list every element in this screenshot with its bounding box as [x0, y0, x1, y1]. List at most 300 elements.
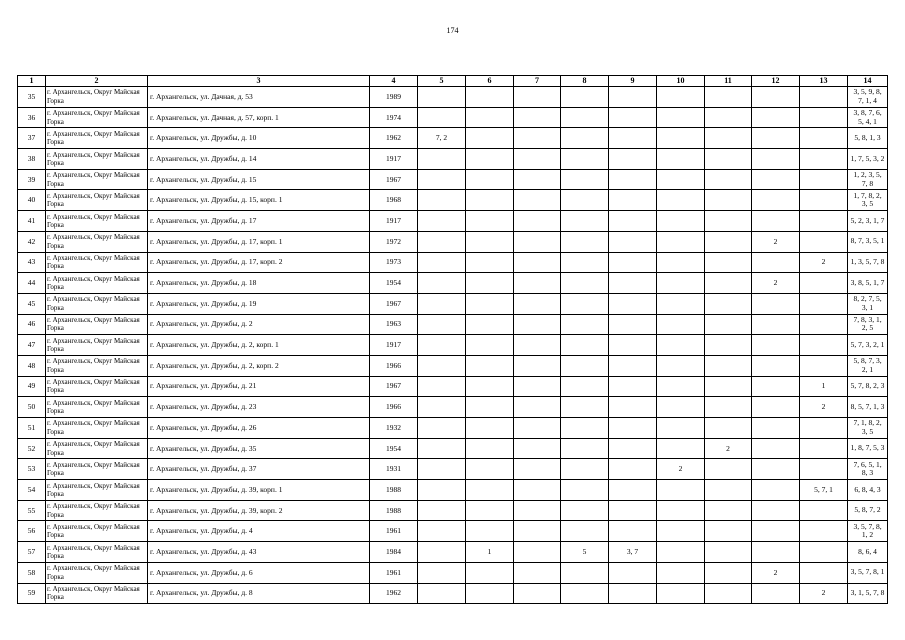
- col5-cell: [418, 107, 466, 128]
- row-number-cell: 43: [18, 252, 46, 273]
- codes-cell: 5, 7, 3, 2, 1: [848, 335, 888, 356]
- col10-cell: [657, 438, 705, 459]
- col10-cell: [657, 562, 705, 583]
- district-cell: г. Архангельск, Округ Майская Горка: [46, 107, 148, 128]
- address-cell: г. Архангельск, ул. Дружбы, д. 21: [148, 376, 370, 397]
- col7-cell: [514, 231, 561, 252]
- col12-cell: [752, 480, 800, 501]
- year-cell: 1962: [370, 583, 418, 604]
- table-body: [18, 87, 888, 604]
- table-row: [18, 500, 888, 521]
- col8-cell: [561, 190, 609, 211]
- address-cell: г. Архангельск, ул. Дружбы, д. 23: [148, 397, 370, 418]
- col6-cell: [466, 211, 514, 232]
- row-number-cell: 57: [18, 542, 46, 563]
- col6-cell: [466, 149, 514, 170]
- col13-cell: [800, 335, 848, 356]
- col8-cell: [561, 521, 609, 542]
- col7-cell: [514, 376, 561, 397]
- codes-cell: 5, 2, 3, 1, 7: [848, 211, 888, 232]
- col9-cell: [609, 500, 657, 521]
- col6-cell: [466, 314, 514, 335]
- table-row: [18, 397, 888, 418]
- col6-cell: [466, 480, 514, 501]
- col8-cell: [561, 355, 609, 376]
- col6-cell: [466, 583, 514, 604]
- col8-cell: 5: [561, 542, 609, 563]
- col7-cell: [514, 87, 561, 108]
- col7-cell: [514, 190, 561, 211]
- table-row: [18, 459, 888, 480]
- table-header: [18, 76, 888, 87]
- col12-cell: [752, 438, 800, 459]
- district-cell: г. Архангельск, Округ Майская Горка: [46, 397, 148, 418]
- col10-cell: [657, 169, 705, 190]
- codes-cell: 8, 2, 7, 5, 3, 1: [848, 293, 888, 314]
- col9-cell: [609, 438, 657, 459]
- col12-cell: [752, 314, 800, 335]
- row-number-cell: 58: [18, 562, 46, 583]
- col12-cell: [752, 149, 800, 170]
- col8-cell: [561, 418, 609, 439]
- col9-cell: [609, 355, 657, 376]
- district-cell: г. Архангельск, Округ Майская Горка: [46, 293, 148, 314]
- col6-cell: [466, 397, 514, 418]
- col8-cell: [561, 107, 609, 128]
- address-cell: г. Архангельск, ул. Дружбы, д. 17, корп. 1: [148, 231, 370, 252]
- col13-cell: [800, 355, 848, 376]
- year-cell: 1932: [370, 418, 418, 439]
- codes-cell: 3, 5, 7, 8, 1: [848, 562, 888, 583]
- page-number: 174: [446, 26, 459, 35]
- district-cell: г. Архангельск, Округ Майская Горка: [46, 583, 148, 604]
- col10-cell: [657, 418, 705, 439]
- col7-cell: [514, 438, 561, 459]
- district-cell: г. Архангельск, Округ Майская Горка: [46, 169, 148, 190]
- year-cell: 1966: [370, 397, 418, 418]
- col5-cell: [418, 500, 466, 521]
- row-number-cell: 39: [18, 169, 46, 190]
- col13-cell: [800, 314, 848, 335]
- col9-cell: [609, 87, 657, 108]
- column-header-14: 14: [848, 76, 888, 87]
- col11-cell: [705, 583, 752, 604]
- year-cell: 1973: [370, 252, 418, 273]
- district-cell: г. Архангельск, Округ Майская Горка: [46, 335, 148, 356]
- col10-cell: [657, 273, 705, 294]
- col5-cell: [418, 521, 466, 542]
- col7-cell: [514, 521, 561, 542]
- col9-cell: [609, 314, 657, 335]
- col5-cell: [418, 314, 466, 335]
- codes-cell: 1, 8, 7, 5, 3: [848, 438, 888, 459]
- col12-cell: 2: [752, 273, 800, 294]
- column-header-11: 11: [705, 76, 752, 87]
- col10-cell: [657, 480, 705, 501]
- col7-cell: [514, 583, 561, 604]
- table-row: [18, 542, 888, 563]
- col8-cell: [561, 149, 609, 170]
- district-cell: г. Архангельск, Округ Майская Горка: [46, 500, 148, 521]
- codes-cell: 5, 8, 1, 3: [848, 128, 888, 149]
- col11-cell: [705, 355, 752, 376]
- row-number-cell: 44: [18, 273, 46, 294]
- col11-cell: [705, 521, 752, 542]
- col12-cell: [752, 521, 800, 542]
- col11-cell: [705, 169, 752, 190]
- row-number-cell: 46: [18, 314, 46, 335]
- col9-cell: [609, 273, 657, 294]
- codes-cell: 3, 5, 9, 8, 7, 1, 4: [848, 87, 888, 108]
- codes-cell: 1, 3, 5, 7, 8: [848, 252, 888, 273]
- col8-cell: [561, 231, 609, 252]
- codes-cell: 3, 8, 5, 1, 7: [848, 273, 888, 294]
- col13-cell: [800, 107, 848, 128]
- year-cell: 1917: [370, 335, 418, 356]
- address-cell: г. Архангельск, ул. Дачная, д. 53: [148, 87, 370, 108]
- col6-cell: [466, 231, 514, 252]
- codes-cell: 1, 7, 8, 2, 3, 5: [848, 190, 888, 211]
- column-header-8: 8: [561, 76, 609, 87]
- codes-cell: 5, 8, 7, 2: [848, 500, 888, 521]
- col12-cell: [752, 397, 800, 418]
- col6-cell: [466, 169, 514, 190]
- district-cell: г. Архангельск, Округ Майская Горка: [46, 521, 148, 542]
- row-number-cell: 54: [18, 480, 46, 501]
- district-cell: г. Архангельск, Округ Майская Горка: [46, 480, 148, 501]
- col6-cell: [466, 459, 514, 480]
- col5-cell: [418, 355, 466, 376]
- row-number-cell: 42: [18, 231, 46, 252]
- district-cell: г. Архангельск, Округ Майская Горка: [46, 87, 148, 108]
- col12-cell: [752, 169, 800, 190]
- col6-cell: [466, 335, 514, 356]
- col10-cell: [657, 211, 705, 232]
- codes-cell: 8, 6, 4: [848, 542, 888, 563]
- row-number-cell: 50: [18, 397, 46, 418]
- col6-cell: [466, 252, 514, 273]
- col9-cell: [609, 211, 657, 232]
- address-cell: г. Архангельск, ул. Дружбы, д. 15, корп. 1: [148, 190, 370, 211]
- col12-cell: [752, 128, 800, 149]
- district-cell: г. Архангельск, Округ Майская Горка: [46, 190, 148, 211]
- column-header-7: 7: [514, 76, 561, 87]
- col8-cell: [561, 562, 609, 583]
- address-cell: г. Архангельск, ул. Дружбы, д. 15: [148, 169, 370, 190]
- col5-cell: [418, 231, 466, 252]
- col5-cell: [418, 211, 466, 232]
- col13-cell: [800, 273, 848, 294]
- col5-cell: [418, 459, 466, 480]
- column-header-9: 9: [609, 76, 657, 87]
- col9-cell: [609, 231, 657, 252]
- column-header-12: 12: [752, 76, 800, 87]
- col7-cell: [514, 314, 561, 335]
- col5-cell: [418, 542, 466, 563]
- col7-cell: [514, 480, 561, 501]
- table-row: [18, 438, 888, 459]
- col7-cell: [514, 169, 561, 190]
- col11-cell: [705, 252, 752, 273]
- table-row: [18, 335, 888, 356]
- col12-cell: [752, 211, 800, 232]
- col8-cell: [561, 376, 609, 397]
- table-row: [18, 480, 888, 501]
- col11-cell: [705, 376, 752, 397]
- col6-cell: [466, 128, 514, 149]
- column-header-3: 3: [148, 76, 370, 87]
- row-number-cell: 37: [18, 128, 46, 149]
- address-cell: г. Архангельск, ул. Дружбы, д. 17, корп. 2: [148, 252, 370, 273]
- row-number-cell: 45: [18, 293, 46, 314]
- col13-cell: [800, 521, 848, 542]
- col5-cell: [418, 273, 466, 294]
- codes-cell: 3, 1, 5, 7, 8: [848, 583, 888, 604]
- district-cell: г. Архангельск, Округ Майская Горка: [46, 273, 148, 294]
- year-cell: 1988: [370, 500, 418, 521]
- codes-cell: 7, 6, 5, 1, 8, 3: [848, 459, 888, 480]
- table-row: [18, 107, 888, 128]
- district-cell: г. Архангельск, Округ Майская Горка: [46, 211, 148, 232]
- col8-cell: [561, 87, 609, 108]
- column-header-13: 13: [800, 76, 848, 87]
- col10-cell: [657, 397, 705, 418]
- col11-cell: [705, 418, 752, 439]
- col9-cell: [609, 376, 657, 397]
- address-cell: г. Архангельск, ул. Дружбы, д. 39, корп. 2: [148, 500, 370, 521]
- col11-cell: [705, 190, 752, 211]
- col5-cell: [418, 438, 466, 459]
- col8-cell: [561, 397, 609, 418]
- col8-cell: [561, 459, 609, 480]
- col10-cell: [657, 583, 705, 604]
- year-cell: 1974: [370, 107, 418, 128]
- codes-cell: 3, 5, 7, 8, 1, 2: [848, 521, 888, 542]
- year-cell: 1917: [370, 211, 418, 232]
- col5-cell: [418, 190, 466, 211]
- col12-cell: 2: [752, 562, 800, 583]
- year-cell: 1954: [370, 438, 418, 459]
- address-cell: г. Архангельск, ул. Дружбы, д. 17: [148, 211, 370, 232]
- col12-cell: [752, 376, 800, 397]
- district-cell: г. Архангельск, Округ Майская Горка: [46, 149, 148, 170]
- row-number-cell: 35: [18, 87, 46, 108]
- year-cell: 1954: [370, 273, 418, 294]
- row-number-cell: 53: [18, 459, 46, 480]
- col13-cell: [800, 231, 848, 252]
- column-header-4: 4: [370, 76, 418, 87]
- address-cell: г. Архангельск, ул. Дружбы, д. 19: [148, 293, 370, 314]
- table-row: [18, 128, 888, 149]
- codes-cell: 8, 5, 7, 1, 3: [848, 397, 888, 418]
- codes-cell: 7, 8, 3, 1, 2, 5: [848, 314, 888, 335]
- table-row: [18, 211, 888, 232]
- col8-cell: [561, 293, 609, 314]
- col10-cell: [657, 521, 705, 542]
- codes-cell: 1, 2, 3, 5, 7, 8: [848, 169, 888, 190]
- col11-cell: [705, 87, 752, 108]
- address-cell: г. Архангельск, ул. Дружбы, д. 37: [148, 459, 370, 480]
- row-number-cell: 51: [18, 418, 46, 439]
- col12-cell: [752, 459, 800, 480]
- col6-cell: [466, 87, 514, 108]
- year-cell: 1917: [370, 149, 418, 170]
- col10-cell: [657, 190, 705, 211]
- col5-cell: [418, 418, 466, 439]
- col5-cell: [418, 397, 466, 418]
- col10-cell: [657, 355, 705, 376]
- col7-cell: [514, 252, 561, 273]
- table-row: [18, 231, 888, 252]
- col13-cell: [800, 190, 848, 211]
- col8-cell: [561, 273, 609, 294]
- col9-cell: [609, 521, 657, 542]
- row-number-cell: 47: [18, 335, 46, 356]
- row-number-cell: 40: [18, 190, 46, 211]
- col5-cell: [418, 252, 466, 273]
- table-row: [18, 149, 888, 170]
- col5-cell: [418, 87, 466, 108]
- col7-cell: [514, 335, 561, 356]
- table-row: [18, 562, 888, 583]
- col13-cell: 1: [800, 376, 848, 397]
- col5-cell: [418, 562, 466, 583]
- address-cell: г. Архангельск, ул. Дружбы, д. 26: [148, 418, 370, 439]
- col5-cell: [418, 169, 466, 190]
- address-cell: г. Архангельск, ул. Дружбы, д. 4: [148, 521, 370, 542]
- col13-cell: [800, 542, 848, 563]
- address-cell: г. Архангельск, ул. Дачная, д. 57, корп. 1: [148, 107, 370, 128]
- district-cell: г. Архангельск, Округ Майская Горка: [46, 542, 148, 563]
- col12-cell: [752, 335, 800, 356]
- col11-cell: [705, 149, 752, 170]
- col7-cell: [514, 562, 561, 583]
- year-cell: 1966: [370, 355, 418, 376]
- col6-cell: [466, 107, 514, 128]
- col5-cell: [418, 583, 466, 604]
- table-row: [18, 169, 888, 190]
- address-cell: г. Архангельск, ул. Дружбы, д. 14: [148, 149, 370, 170]
- address-cell: г. Архангельск, ул. Дружбы, д. 8: [148, 583, 370, 604]
- row-number-cell: 41: [18, 211, 46, 232]
- col5-cell: [418, 149, 466, 170]
- table-row: [18, 376, 888, 397]
- col8-cell: [561, 128, 609, 149]
- col6-cell: [466, 418, 514, 439]
- col13-cell: [800, 459, 848, 480]
- col5-cell: [418, 480, 466, 501]
- col11-cell: 2: [705, 438, 752, 459]
- col6-cell: [466, 376, 514, 397]
- col11-cell: [705, 273, 752, 294]
- col9-cell: [609, 252, 657, 273]
- col8-cell: [561, 169, 609, 190]
- row-number-cell: 56: [18, 521, 46, 542]
- address-cell: г. Архангельск, ул. Дружбы, д. 10: [148, 128, 370, 149]
- col7-cell: [514, 397, 561, 418]
- table-row: [18, 583, 888, 604]
- year-cell: 1931: [370, 459, 418, 480]
- column-header-1: 1: [18, 76, 46, 87]
- column-header-5: 5: [418, 76, 466, 87]
- address-cell: г. Архангельск, ул. Дружбы, д. 6: [148, 562, 370, 583]
- col13-cell: [800, 211, 848, 232]
- table-row: [18, 87, 888, 108]
- col6-cell: [466, 521, 514, 542]
- col10-cell: [657, 107, 705, 128]
- year-cell: 1961: [370, 521, 418, 542]
- col9-cell: [609, 562, 657, 583]
- col9-cell: [609, 128, 657, 149]
- col8-cell: [561, 500, 609, 521]
- year-cell: 1961: [370, 562, 418, 583]
- address-cell: г. Архангельск, ул. Дружбы, д. 2, корп. 1: [148, 335, 370, 356]
- row-number-cell: 55: [18, 500, 46, 521]
- col10-cell: [657, 149, 705, 170]
- col12-cell: [752, 190, 800, 211]
- col9-cell: [609, 397, 657, 418]
- col13-cell: [800, 169, 848, 190]
- col7-cell: [514, 542, 561, 563]
- table-row: [18, 418, 888, 439]
- col7-cell: [514, 211, 561, 232]
- col13-cell: [800, 418, 848, 439]
- row-number-cell: 38: [18, 149, 46, 170]
- col5-cell: [418, 335, 466, 356]
- col9-cell: [609, 335, 657, 356]
- col6-cell: [466, 355, 514, 376]
- col7-cell: [514, 500, 561, 521]
- column-header-2: 2: [46, 76, 148, 87]
- col13-cell: [800, 438, 848, 459]
- col8-cell: [561, 211, 609, 232]
- col13-cell: [800, 562, 848, 583]
- table-row: [18, 190, 888, 211]
- col11-cell: [705, 211, 752, 232]
- codes-cell: 8, 7, 3, 5, 1: [848, 231, 888, 252]
- col12-cell: [752, 418, 800, 439]
- col8-cell: [561, 583, 609, 604]
- col11-cell: [705, 500, 752, 521]
- col10-cell: [657, 128, 705, 149]
- col10-cell: [657, 87, 705, 108]
- col13-cell: [800, 293, 848, 314]
- col11-cell: [705, 480, 752, 501]
- table-row: [18, 293, 888, 314]
- col7-cell: [514, 418, 561, 439]
- col10-cell: [657, 252, 705, 273]
- year-cell: 1984: [370, 542, 418, 563]
- col10-cell: [657, 335, 705, 356]
- col5-cell: 7, 2: [418, 128, 466, 149]
- address-cell: г. Архангельск, ул. Дружбы, д. 35: [148, 438, 370, 459]
- col12-cell: [752, 87, 800, 108]
- col10-cell: 2: [657, 459, 705, 480]
- address-cell: г. Архангельск, ул. Дружбы, д. 39, корп. 1: [148, 480, 370, 501]
- table-row: [18, 521, 888, 542]
- address-cell: г. Архангельск, ул. Дружбы, д. 43: [148, 542, 370, 563]
- year-cell: 1989: [370, 87, 418, 108]
- col9-cell: [609, 169, 657, 190]
- row-number-cell: 59: [18, 583, 46, 604]
- codes-cell: 3, 8, 7, 6, 5, 4, 1: [848, 107, 888, 128]
- district-cell: г. Архангельск, Округ Майская Горка: [46, 418, 148, 439]
- col8-cell: [561, 438, 609, 459]
- col8-cell: [561, 314, 609, 335]
- col13-cell: [800, 500, 848, 521]
- col6-cell: [466, 500, 514, 521]
- col7-cell: [514, 293, 561, 314]
